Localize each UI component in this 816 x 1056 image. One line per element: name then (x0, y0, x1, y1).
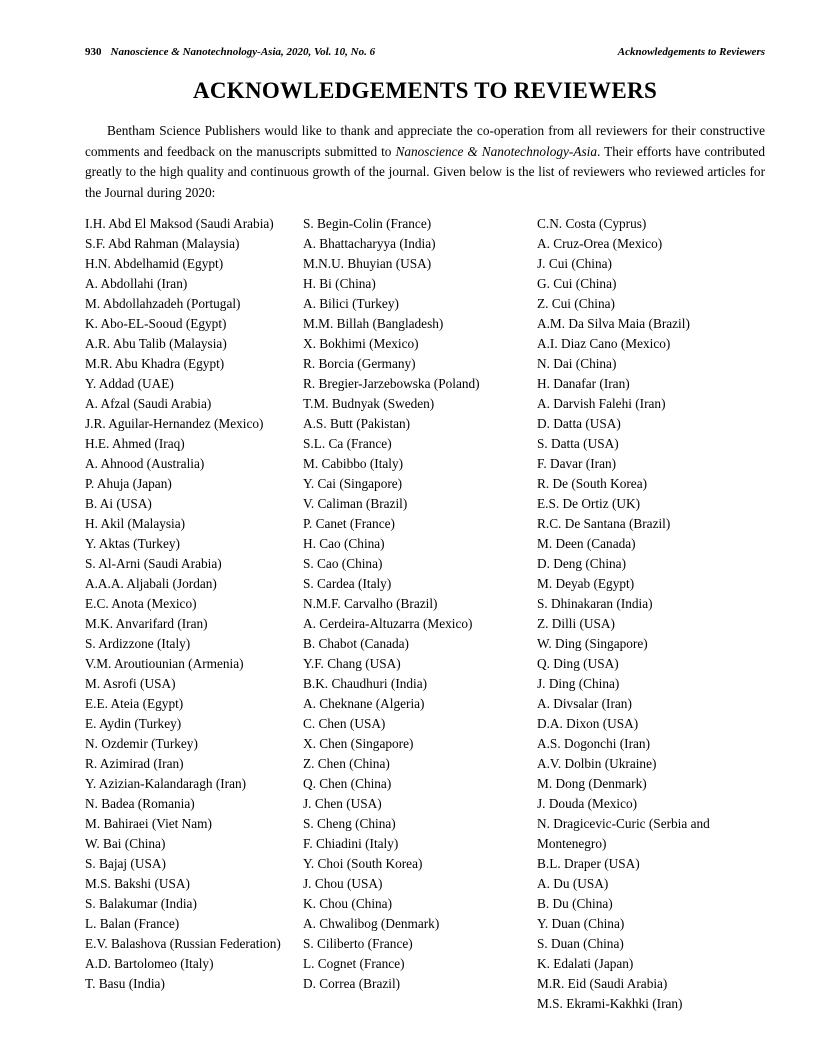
reviewer-entry: V. Caliman (Brazil) (303, 496, 408, 511)
page-title: ACKNOWLEDGEMENTS TO REVIEWERS (192, 78, 658, 103)
reviewer-column-3 (537, 214, 765, 1014)
reviewer-entry: T. Basu (India) (85, 976, 165, 991)
reviewer-entry: A. Bhattacharyya (India) (303, 236, 436, 251)
reviewer-entry: J. Cui (China) (537, 256, 612, 271)
reviewer-entry: Y. Choi (South Korea) (303, 856, 423, 871)
reviewer-entry: C. Chen (USA) (303, 716, 386, 731)
reviewer-entry: N. Dai (China) (537, 356, 617, 371)
reviewer-entry: S. Al-Arni (Saudi Arabia) (85, 556, 222, 571)
intro-paragraph (85, 121, 765, 203)
reviewer-entry: A. Bilici (Turkey) (303, 296, 399, 311)
reviewer-column-1 (85, 214, 303, 1014)
reviewer-entry: B. Ai (USA) (85, 496, 152, 511)
reviewer-entry: B. Chabot (Canada) (303, 636, 409, 651)
reviewer-entry: S. Bajaj (USA) (85, 856, 166, 871)
reviewer-entry: A.I. Diaz Cano (Mexico) (537, 336, 671, 351)
reviewer-entry: Y. Addad (UAE) (85, 376, 174, 391)
reviewer-columns (85, 214, 765, 1014)
reviewer-entry: S. Datta (USA) (537, 436, 619, 451)
reviewer-entry: H.E. Ahmed (Iraq) (85, 436, 185, 451)
reviewer-entry: S. Ciliberto (France) (303, 936, 413, 951)
reviewer-entry: G. Cui (China) (537, 276, 617, 291)
intro-text-after: . Their efforts have contributed greatly to the high quality and continuous growth of the journal. Given below is the list of reviewers who reviewed articles for the Journal during 2020: (85, 143, 765, 200)
reviewer-entry: J. Douda (Mexico) (537, 796, 638, 811)
reviewer-entry: V.M. Aroutiounian (Armenia) (85, 656, 244, 671)
page-number: 930 (85, 46, 102, 58)
reviewer-entry: H.N. Abdelhamid (Egypt) (85, 256, 224, 271)
reviewer-entry: M. Bahiraei (Viet Nam) (85, 816, 212, 831)
reviewer-entry: K. Chou (China) (303, 896, 393, 911)
reviewer-entry: A.V. Dolbin (Ukraine) (537, 756, 657, 771)
header-left (85, 46, 375, 58)
reviewer-entry: J. Chen (USA) (303, 796, 382, 811)
reviewer-entry: J.R. Aguilar-Hernandez (Mexico) (85, 416, 264, 431)
reviewer-entry: M.R. Eid (Saudi Arabia) (537, 976, 668, 991)
reviewer-entry: M. Deen (Canada) (537, 536, 636, 551)
reviewer-entry: M. Abdollahzadeh (Portugal) (85, 296, 241, 311)
reviewer-entry: M. Dong (Denmark) (537, 776, 647, 791)
reviewer-entry: L. Balan (France) (85, 916, 180, 931)
reviewer-entry: S. Balakumar (India) (85, 896, 197, 911)
reviewer-entry: P. Ahuja (Japan) (85, 476, 172, 491)
reviewer-entry: D. Correa (Brazil) (303, 976, 401, 991)
reviewer-entry: H. Cao (China) (303, 536, 385, 551)
intro-text-before: Bentham Science Publishers would like to thank and appreciate the co-operation from all reviewers for their constructive comments and feedback on the manuscripts submitted to (85, 123, 765, 159)
reviewer-entry: R. De (South Korea) (537, 476, 648, 491)
reviewer-entry: S. Cardea (Italy) (303, 576, 392, 591)
reviewer-entry: I.H. Abd El Maksod (Saudi Arabia) (85, 216, 274, 231)
reviewer-entry: W. Ding (Singapore) (537, 636, 648, 651)
reviewer-entry: P. Canet (France) (303, 516, 395, 531)
reviewer-entry: M.R. Abu Khadra (Egypt) (85, 356, 225, 371)
reviewer-entry: S. Cao (China) (303, 556, 383, 571)
reviewer-entry: N. Ozdemir (Turkey) (85, 736, 198, 751)
reviewer-entry: M. Asrofi (USA) (85, 676, 176, 691)
reviewer-entry: D. Deng (China) (537, 556, 626, 571)
reviewer-entry: M.N.U. Bhuyian (USA) (303, 256, 432, 271)
reviewer-entry: Q. Chen (China) (303, 776, 392, 791)
reviewer-entry: A. Divsalar (Iran) (537, 696, 632, 711)
reviewer-column-2 (303, 214, 537, 1014)
reviewer-entry: E. Aydin (Turkey) (85, 716, 182, 731)
reviewer-entry: S. Ardizzone (Italy) (85, 636, 191, 651)
reviewer-entry: N. Badea (Romania) (85, 796, 195, 811)
reviewer-entry: S. Dhinakaran (India) (537, 596, 653, 611)
reviewer-entry: M.S. Bakshi (USA) (85, 876, 190, 891)
reviewer-entry: Y. Cai (Singapore) (303, 476, 403, 491)
reviewer-entry: F. Chiadini (Italy) (303, 836, 399, 851)
reviewer-entry: S.L. Ca (France) (303, 436, 392, 451)
reviewer-entry: Y. Duan (China) (537, 916, 625, 931)
reviewer-entry: T.M. Budnyak (Sweden) (303, 396, 435, 411)
reviewer-entry: Z. Chen (China) (303, 756, 390, 771)
reviewer-entry: N. Dragicevic-Curic (Serbia and Montenegro) (537, 816, 710, 851)
reviewer-entry: A.D. Bartolomeo (Italy) (85, 956, 214, 971)
reviewer-entry: H. Akil (Malaysia) (85, 516, 186, 531)
reviewer-entry: F. Davar (Iran) (537, 456, 617, 471)
running-title: Acknowledgements to Reviewers (617, 46, 765, 58)
reviewer-entry: Y.F. Chang (USA) (303, 656, 401, 671)
intro-journal-name: Nanoscience & Nanotechnology-Asia (395, 143, 597, 159)
reviewer-entry: H. Bi (China) (303, 276, 376, 291)
reviewer-entry: X. Bokhimi (Mexico) (303, 336, 419, 351)
reviewer-entry: Y. Azizian-Kalandaragh (Iran) (85, 776, 247, 791)
reviewer-entry: K. Abo-EL-Sooud (Egypt) (85, 316, 227, 331)
reviewer-entry: A.R. Abu Talib (Malaysia) (85, 336, 227, 351)
reviewer-entry: A. Cheknane (Algeria) (303, 696, 425, 711)
reviewer-entry: A. Du (USA) (537, 876, 609, 891)
reviewer-entry: L. Cognet (France) (303, 956, 405, 971)
reviewer-entry: S. Cheng (China) (303, 816, 396, 831)
journal-reference: Nanoscience & Nanotechnology-Asia, 2020, Vol. 10, No. 6 (110, 46, 376, 58)
reviewer-entry: S. Duan (China) (537, 936, 624, 951)
reviewer-entry: B.L. Draper (USA) (537, 856, 640, 871)
reviewer-entry: M.K. Anvarifard (Iran) (85, 616, 208, 631)
reviewer-entry: E.C. Anota (Mexico) (85, 596, 197, 611)
reviewer-entry: D.A. Dixon (USA) (537, 716, 639, 731)
reviewer-entry: R.C. De Santana (Brazil) (537, 516, 671, 531)
reviewer-entry: A. Ahnood (Australia) (85, 456, 205, 471)
reviewer-entry: J. Chou (USA) (303, 876, 383, 891)
reviewer-entry: A. Abdollahi (Iran) (85, 276, 188, 291)
reviewer-entry: B.K. Chaudhuri (India) (303, 676, 428, 691)
reviewer-entry: M. Deyab (Egypt) (537, 576, 635, 591)
reviewer-entry: A.M. Da Silva Maia (Brazil) (537, 316, 690, 331)
reviewer-entry: E.E. Ateia (Egypt) (85, 696, 184, 711)
reviewer-entry: S.F. Abd Rahman (Malaysia) (85, 236, 240, 251)
reviewer-entry: R. Bregier-Jarzebowska (Poland) (303, 376, 480, 391)
reviewer-entry: R. Borcia (Germany) (303, 356, 416, 371)
reviewer-entry: Z. Dilli (USA) (537, 616, 615, 631)
reviewer-entry: M.S. Ekrami-Kakhki (Iran) (537, 996, 683, 1011)
reviewer-entry: Z. Cui (China) (537, 296, 615, 311)
reviewer-entry: K. Edalati (Japan) (537, 956, 634, 971)
reviewer-entry: A. Darvish Falehi (Iran) (537, 396, 666, 411)
reviewer-entry: N.M.F. Carvalho (Brazil) (303, 596, 438, 611)
reviewer-entry: D. Datta (USA) (537, 416, 621, 431)
reviewer-entry: X. Chen (Singapore) (303, 736, 414, 751)
reviewer-entry: B. Du (China) (537, 896, 613, 911)
reviewer-entry: A. Afzal (Saudi Arabia) (85, 396, 212, 411)
reviewer-entry: E.V. Balashova (Russian Federation) (85, 936, 281, 951)
reviewer-entry: C.N. Costa (Cyprus) (537, 216, 647, 231)
reviewer-entry: A.S. Dogonchi (Iran) (537, 736, 650, 751)
reviewer-entry: M.M. Billah (Bangladesh) (303, 316, 444, 331)
reviewer-entry: A.S. Butt (Pakistan) (303, 416, 411, 431)
reviewer-entry: M. Cabibbo (Italy) (303, 456, 404, 471)
reviewer-entry: A. Cerdeira-Altuzarra (Mexico) (303, 616, 473, 631)
reviewer-entry: W. Bai (China) (85, 836, 166, 851)
reviewer-entry: H. Danafar (Iran) (537, 376, 630, 391)
reviewer-entry: E.S. De Ortiz (UK) (537, 496, 641, 511)
reviewer-entry: Q. Ding (USA) (537, 656, 619, 671)
reviewer-entry: A. Chwalibog (Denmark) (303, 916, 440, 931)
reviewer-entry: A. Cruz-Orea (Mexico) (537, 236, 663, 251)
page-header (85, 46, 765, 58)
reviewer-entry: R. Azimirad (Iran) (85, 756, 184, 771)
reviewer-entry: A.A.A. Aljabali (Jordan) (85, 576, 217, 591)
reviewer-entry: S. Begin-Colin (France) (303, 216, 432, 231)
reviewer-entry: Y. Aktas (Turkey) (85, 536, 180, 551)
reviewer-entry: J. Ding (China) (537, 676, 620, 691)
